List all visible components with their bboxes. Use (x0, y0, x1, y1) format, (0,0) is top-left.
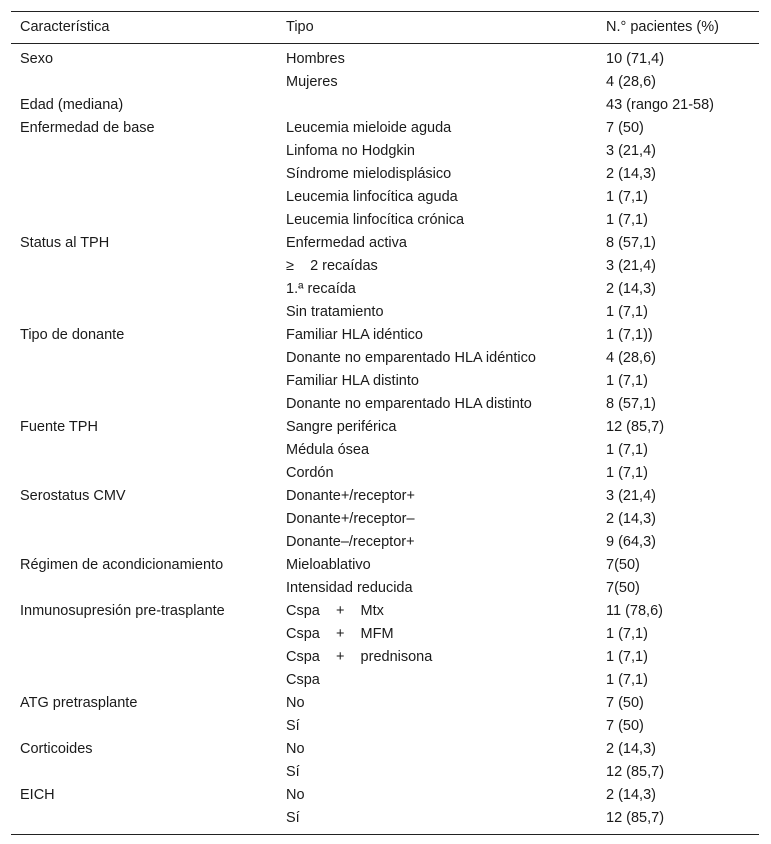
cell-pacientes: 1 (7,1) (606, 442, 648, 458)
cell-tipo: Familiar HLA distinto (286, 373, 419, 389)
cell-caracteristica (11, 163, 277, 186)
cell-pacientes: 2 (14,3) (606, 787, 656, 803)
cell-tipo: No (286, 695, 305, 711)
cell-pacientes: 2 (14,3) (606, 741, 656, 757)
table-body (11, 44, 759, 835)
cell-pacientes: 12 (85,7) (606, 419, 665, 435)
cell-pacientes: 4 (28,6) (606, 350, 656, 366)
cell-pacientes: 7 (50) (606, 120, 644, 136)
table-row (11, 715, 759, 738)
cell-pacientes: 7 (50) (606, 695, 644, 711)
cell-tipo: Intensidad reducida (286, 580, 413, 596)
table-row (11, 600, 759, 623)
patient-characteristics-table (11, 11, 759, 835)
cell-tipo: Cspa + prednisona (286, 649, 433, 665)
cell-tipo: Cspa + Mtx (286, 603, 384, 619)
table-row (11, 44, 759, 72)
cell-caracteristica: Sexo (20, 51, 54, 67)
cell-caracteristica (11, 531, 277, 554)
cell-caracteristica: Status al TPH (20, 235, 110, 251)
table-row (11, 186, 759, 209)
cell-tipo: Cspa + MFM (286, 626, 394, 642)
cell-pacientes: 1 (7,1) (606, 304, 648, 320)
cell-tipo: Donante+/receptor– (286, 511, 415, 527)
cell-caracteristica: Edad (mediana) (20, 97, 124, 113)
cell-pacientes: 10 (71,4) (606, 51, 665, 67)
cell-tipo: Cspa (286, 672, 320, 688)
cell-caracteristica (11, 577, 277, 600)
cell-caracteristica: Régimen de acondicionamiento (20, 557, 224, 573)
cell-caracteristica (11, 255, 277, 278)
cell-pacientes: 2 (14,3) (606, 511, 656, 527)
patient-characteristics-table-wrapper (11, 11, 759, 835)
table-row (11, 577, 759, 600)
cell-pacientes: 11 (78,6) (606, 603, 663, 619)
cell-caracteristica (11, 439, 277, 462)
table-row (11, 623, 759, 646)
cell-caracteristica (11, 761, 277, 784)
table-row (11, 761, 759, 784)
cell-tipo: No (286, 787, 305, 803)
cell-caracteristica: Enfermedad de base (20, 120, 155, 136)
table-row (11, 163, 759, 186)
table-row (11, 232, 759, 255)
table-row (11, 669, 759, 692)
cell-tipo: Mieloablativo (286, 557, 371, 573)
table-row (11, 71, 759, 94)
cell-tipo: Donante no emparentado HLA distinto (286, 396, 532, 412)
cell-caracteristica: Serostatus CMV (20, 488, 126, 504)
cell-caracteristica (11, 209, 277, 232)
table-row (11, 393, 759, 416)
table-row (11, 209, 759, 232)
cell-pacientes: 1 (7,1) (606, 672, 648, 688)
cell-tipo: Leucemia linfocítica aguda (286, 189, 458, 205)
cell-tipo: Síndrome mielodisplásico (286, 166, 452, 182)
cell-pacientes: 1 (7,1) (606, 649, 648, 665)
table-row (11, 370, 759, 393)
header-tipo: Tipo (286, 19, 314, 35)
cell-tipo: Médula ósea (286, 442, 370, 458)
cell-caracteristica (11, 186, 277, 209)
cell-caracteristica: Inmunosupresión pre-trasplante (20, 603, 225, 619)
cell-tipo: No (286, 741, 305, 757)
cell-pacientes: 1 (7,1) (606, 189, 648, 205)
cell-pacientes: 1 (7,1) (606, 465, 648, 481)
cell-caracteristica (11, 646, 277, 669)
cell-tipo: ≥ 2 recaídas (286, 258, 378, 274)
table-row (11, 554, 759, 577)
cell-pacientes: 7 (50) (606, 718, 644, 734)
cell-pacientes: 9 (64,3) (606, 534, 656, 550)
cell-pacientes: 12 (85,7) (606, 810, 665, 826)
cell-caracteristica (11, 715, 277, 738)
cell-pacientes: 4 (28,6) (606, 74, 656, 90)
cell-pacientes: 8 (57,1) (606, 396, 656, 412)
cell-caracteristica (11, 623, 277, 646)
cell-pacientes: 43 (rango 21-58) (606, 97, 715, 113)
cell-pacientes: 2 (14,3) (606, 166, 656, 182)
table-row (11, 255, 759, 278)
cell-caracteristica (11, 393, 277, 416)
cell-caracteristica: EICH (20, 787, 55, 803)
table-row (11, 324, 759, 347)
cell-tipo: 1.ª recaída (286, 281, 356, 297)
cell-tipo: Sí (286, 718, 300, 734)
table-row (11, 784, 759, 807)
table-row (11, 807, 759, 835)
cell-caracteristica (11, 807, 277, 835)
cell-pacientes: 2 (14,3) (606, 281, 656, 297)
cell-tipo: Cordón (286, 465, 334, 481)
cell-tipo: Leucemia mieloide aguda (286, 120, 452, 136)
table-row (11, 347, 759, 370)
cell-tipo: Linfoma no Hodgkin (286, 143, 415, 159)
header-pacientes: N.° pacientes (%) (606, 19, 719, 35)
table-row (11, 416, 759, 439)
table-row (11, 140, 759, 163)
table-row (11, 439, 759, 462)
cell-pacientes: 12 (85,7) (606, 764, 665, 780)
cell-caracteristica (11, 140, 277, 163)
table-row (11, 94, 759, 117)
cell-tipo: Enfermedad activa (286, 235, 407, 251)
cell-caracteristica (11, 301, 277, 324)
cell-tipo: Sangre periférica (286, 419, 397, 435)
cell-pacientes: 3 (21,4) (606, 143, 656, 159)
cell-tipo (277, 94, 597, 117)
header-caracteristica: Característica (20, 19, 110, 35)
table-row (11, 738, 759, 761)
cell-caracteristica (11, 462, 277, 485)
cell-pacientes: 1 (7,1) (606, 212, 648, 228)
table-row (11, 462, 759, 485)
cell-caracteristica: Corticoides (20, 741, 93, 757)
cell-caracteristica (11, 508, 277, 531)
table-row (11, 646, 759, 669)
cell-pacientes: 1 (7,1) (606, 373, 648, 389)
cell-tipo: Donante no emparentado HLA idéntico (286, 350, 536, 366)
cell-caracteristica (11, 370, 277, 393)
table-row (11, 692, 759, 715)
cell-pacientes: 3 (21,4) (606, 258, 656, 274)
cell-pacientes: 1 (7,1) (606, 626, 648, 642)
cell-caracteristica: Fuente TPH (20, 419, 98, 435)
cell-pacientes: 8 (57,1) (606, 235, 656, 251)
cell-tipo: Hombres (286, 51, 345, 67)
cell-caracteristica: ATG pretrasplante (20, 695, 138, 711)
cell-caracteristica (11, 669, 277, 692)
table-row (11, 278, 759, 301)
header-row (11, 12, 759, 44)
cell-pacientes: 7(50) (606, 557, 640, 573)
table-row (11, 117, 759, 140)
cell-caracteristica (11, 347, 277, 370)
table-row (11, 531, 759, 554)
table-header (11, 12, 759, 44)
table-row (11, 508, 759, 531)
table-row (11, 301, 759, 324)
cell-tipo: Donante+/receptor+ (286, 488, 415, 504)
cell-pacientes: 3 (21,4) (606, 488, 656, 504)
cell-tipo: Familiar HLA idéntico (286, 327, 423, 343)
cell-caracteristica (11, 278, 277, 301)
cell-tipo: Donante–/receptor+ (286, 534, 415, 550)
cell-tipo: Sin tratamiento (286, 304, 384, 320)
cell-tipo: Mujeres (286, 74, 338, 90)
cell-pacientes: 1 (7,1)) (606, 327, 653, 343)
cell-tipo: Sí (286, 764, 300, 780)
cell-caracteristica (11, 71, 277, 94)
cell-tipo: Sí (286, 810, 300, 826)
cell-caracteristica: Tipo de donante (20, 327, 125, 343)
table-row (11, 485, 759, 508)
cell-pacientes: 7(50) (606, 580, 640, 596)
cell-tipo: Leucemia linfocítica crónica (286, 212, 465, 228)
